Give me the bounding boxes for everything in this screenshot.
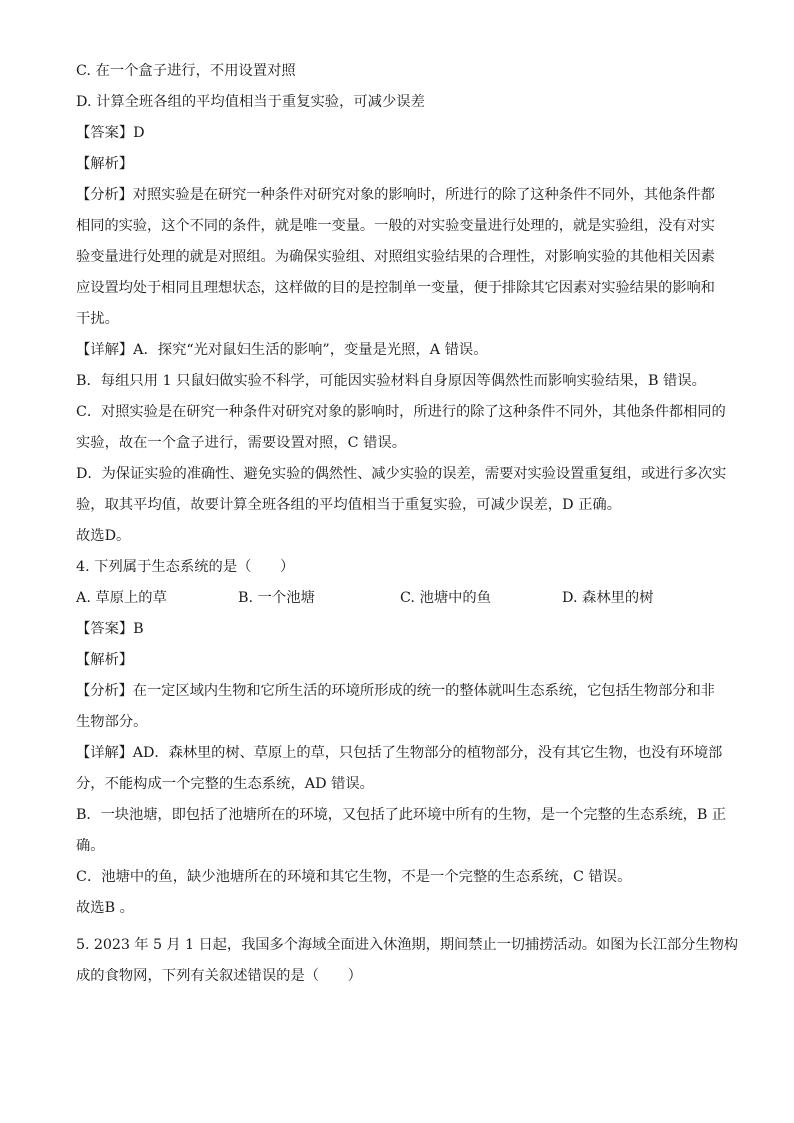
q4-detail-line: B．一块池塘，即包括了池塘所在的环境，又包括了此环境中所有的生物，是一个完整的生态系统，B 正: [76, 807, 726, 823]
q4-option-b: B. 一个池塘: [238, 590, 315, 606]
q3-analysis-line: 验变量进行处理的就是对照组。为确保实验组、对照组实验结果的合理性，对影响实验的其他相关因素: [76, 249, 715, 265]
q3-analysis-line: 【分析】对照实验是在研究一种条件对研究对象的影响时，所进行的除了这种条件不同外，其他条件都: [76, 187, 715, 203]
q3-analysis-line: 应设置均处于相同且理想状态，这样做的目的是控制单一变量，便于排除其它因素对实验结果的影响和: [76, 280, 715, 296]
q3-analysis-heading: 【解析】: [76, 156, 134, 172]
q4-stem: 4. 下列属于生态系统的是（ ）: [76, 559, 295, 575]
q3-detail-line: 【详解】A．探究“光对鼠妇生活的影响”，变量是光照，A 错误。: [76, 342, 488, 358]
q3-detail-line: B．每组只用 1 只鼠妇做实验不科学，可能因实验材料自身原因等偶然性而影响实验结果，B 错误。: [76, 373, 706, 389]
q3-analysis-line: 干扰。: [76, 311, 119, 327]
q3-detail-line: C．对照实验是在研究一种条件对研究对象的影响时，所进行的除了这种条件不同外，其他条件都相同的: [76, 404, 726, 420]
q4-detail-line: 【详解】AD．森林里的树、草原上的草，只包括了生物部分的植物部分，没有其它生物，也没有环境部: [76, 745, 723, 761]
q3-detail-line: 验，取其平均值，故要计算全班各组的平均值相当于重复实验，可减少误差，D 正确。: [76, 497, 621, 513]
q3-detail-line: 实验，故在一个盒子进行，需要设置对照，C 错误。: [76, 435, 407, 451]
q3-detail-line: D．为保证实验的准确性、避免实验的偶然性、减少实验的误差，需要对实验设置重复组，或进行多次实: [76, 466, 727, 482]
q4-analysis-line: 【分析】在一定区域内生物和它所生活的环境所形成的统一的整体就叫生态系统，它包括生物部分和非: [76, 683, 715, 699]
q5-stem-line: 5. 2023 年 5 月 1 日起，我国多个海域全面进入休渔期，期间禁止一切捕捞活动。如图为长江部分生物构: [76, 937, 738, 953]
q3-analysis-line: 相同的实验，这个不同的条件，就是唯一变量。一般的对实验变量进行处理的，就是实验组，没有对实: [76, 218, 715, 234]
q4-detail-line: 确。: [76, 838, 105, 854]
q4-options: [76, 583, 720, 614]
q4-option-d: D. 森林里的树: [562, 590, 654, 606]
q3-option-d: D. 计算全班各组的平均值相当于重复实验，可减少误差: [76, 94, 425, 110]
q3-conclusion: 故选D。: [76, 528, 131, 544]
q5-stem-line: 成的食物网，下列有关叙述错误的是（ ）: [76, 968, 362, 984]
q4-option-c: C. 池塘中的鱼: [400, 590, 492, 606]
q3-answer: 【答案】D: [76, 125, 145, 141]
q4-analysis-heading: 【解析】: [76, 652, 134, 668]
q3-option-c: C. 在一个盒子进行，不用设置对照: [76, 63, 296, 79]
q4-option-a: A. 草原上的草: [76, 590, 167, 606]
q4-detail-line: C．池塘中的鱼，缺少池塘所在的环境和其它生物，不是一个完整的生态系统，C 错误。: [76, 869, 632, 885]
q4-analysis-line: 生物部分。: [76, 714, 148, 730]
q4-detail-line: 分，不能构成一个完整的生态系统，AD 错误。: [76, 776, 374, 792]
document-page: [76, 56, 738, 992]
q4-answer: 【答案】B: [76, 621, 144, 637]
q4-conclusion: 故选B 。: [76, 900, 134, 916]
